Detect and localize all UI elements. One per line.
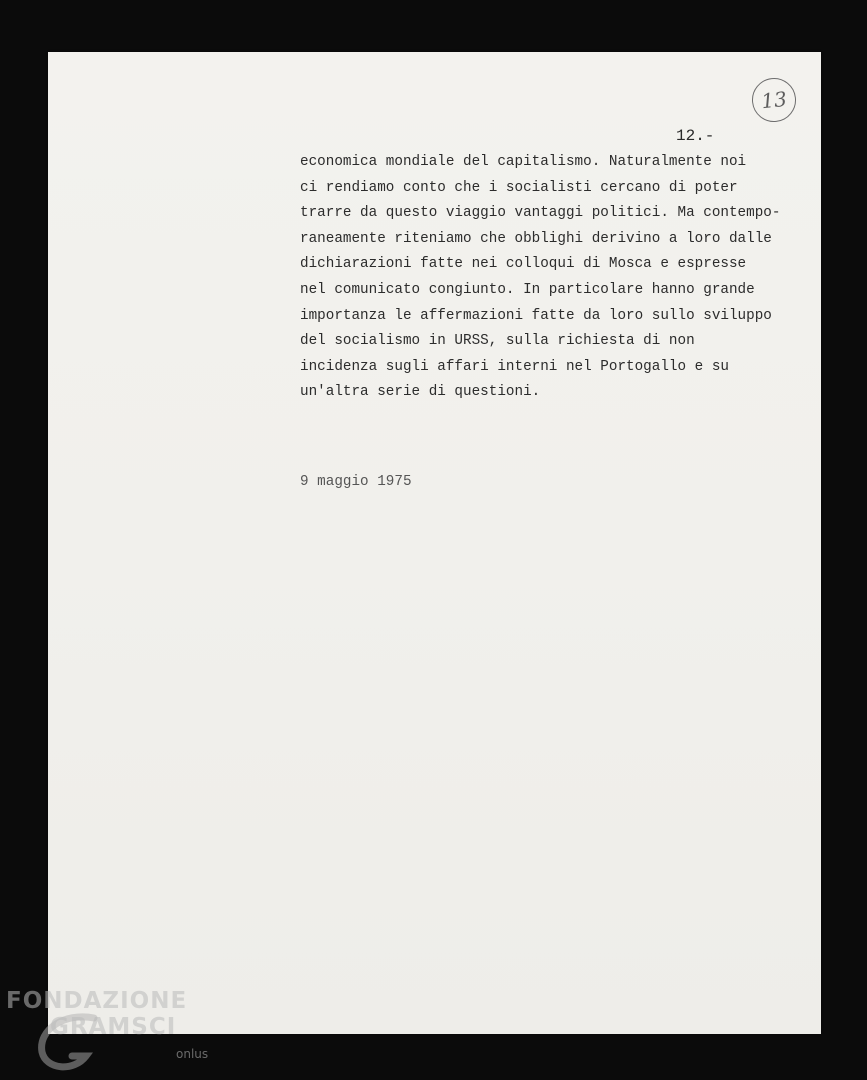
watermark-line-2: GRAMSCI: [50, 1014, 177, 1040]
watermark-suffix: onlus: [176, 1047, 209, 1061]
text-line: incidenza sugli affari interni nel Portogallo e su: [300, 358, 729, 375]
text-line: trarre da questo viaggio vantaggi politici. Ma contempo-: [300, 205, 781, 222]
stamp-number: 13: [760, 86, 788, 114]
text-line: del socialismo in URSS, sulla richiesta di non: [300, 333, 695, 350]
text-line: ci rendiamo conto che i socialisti cercano di poter: [300, 179, 738, 196]
typed-body-text: [300, 150, 780, 406]
text-line: dichiarazioni fatte nei colloqui di Mosca e espresse: [300, 256, 747, 273]
watermark-line-1: FONDAZIONE: [6, 988, 188, 1014]
text-line: nel comunicato congiunto. In particolare hanno grande: [300, 281, 755, 298]
document-date: 9 maggio 1975: [300, 474, 412, 490]
page-number: 12.-: [676, 127, 715, 145]
foundation-watermark: [6, 988, 187, 1040]
text-line: raneamente riteniamo che obblighi derivino a loro dalle: [300, 230, 772, 247]
text-line: un'altra serie di questioni.: [300, 384, 541, 401]
text-line: importanza le affermazioni fatte da loro sullo sviluppo: [300, 307, 772, 324]
text-line: economica mondiale del capitalismo. Naturalmente noi: [300, 154, 747, 170]
